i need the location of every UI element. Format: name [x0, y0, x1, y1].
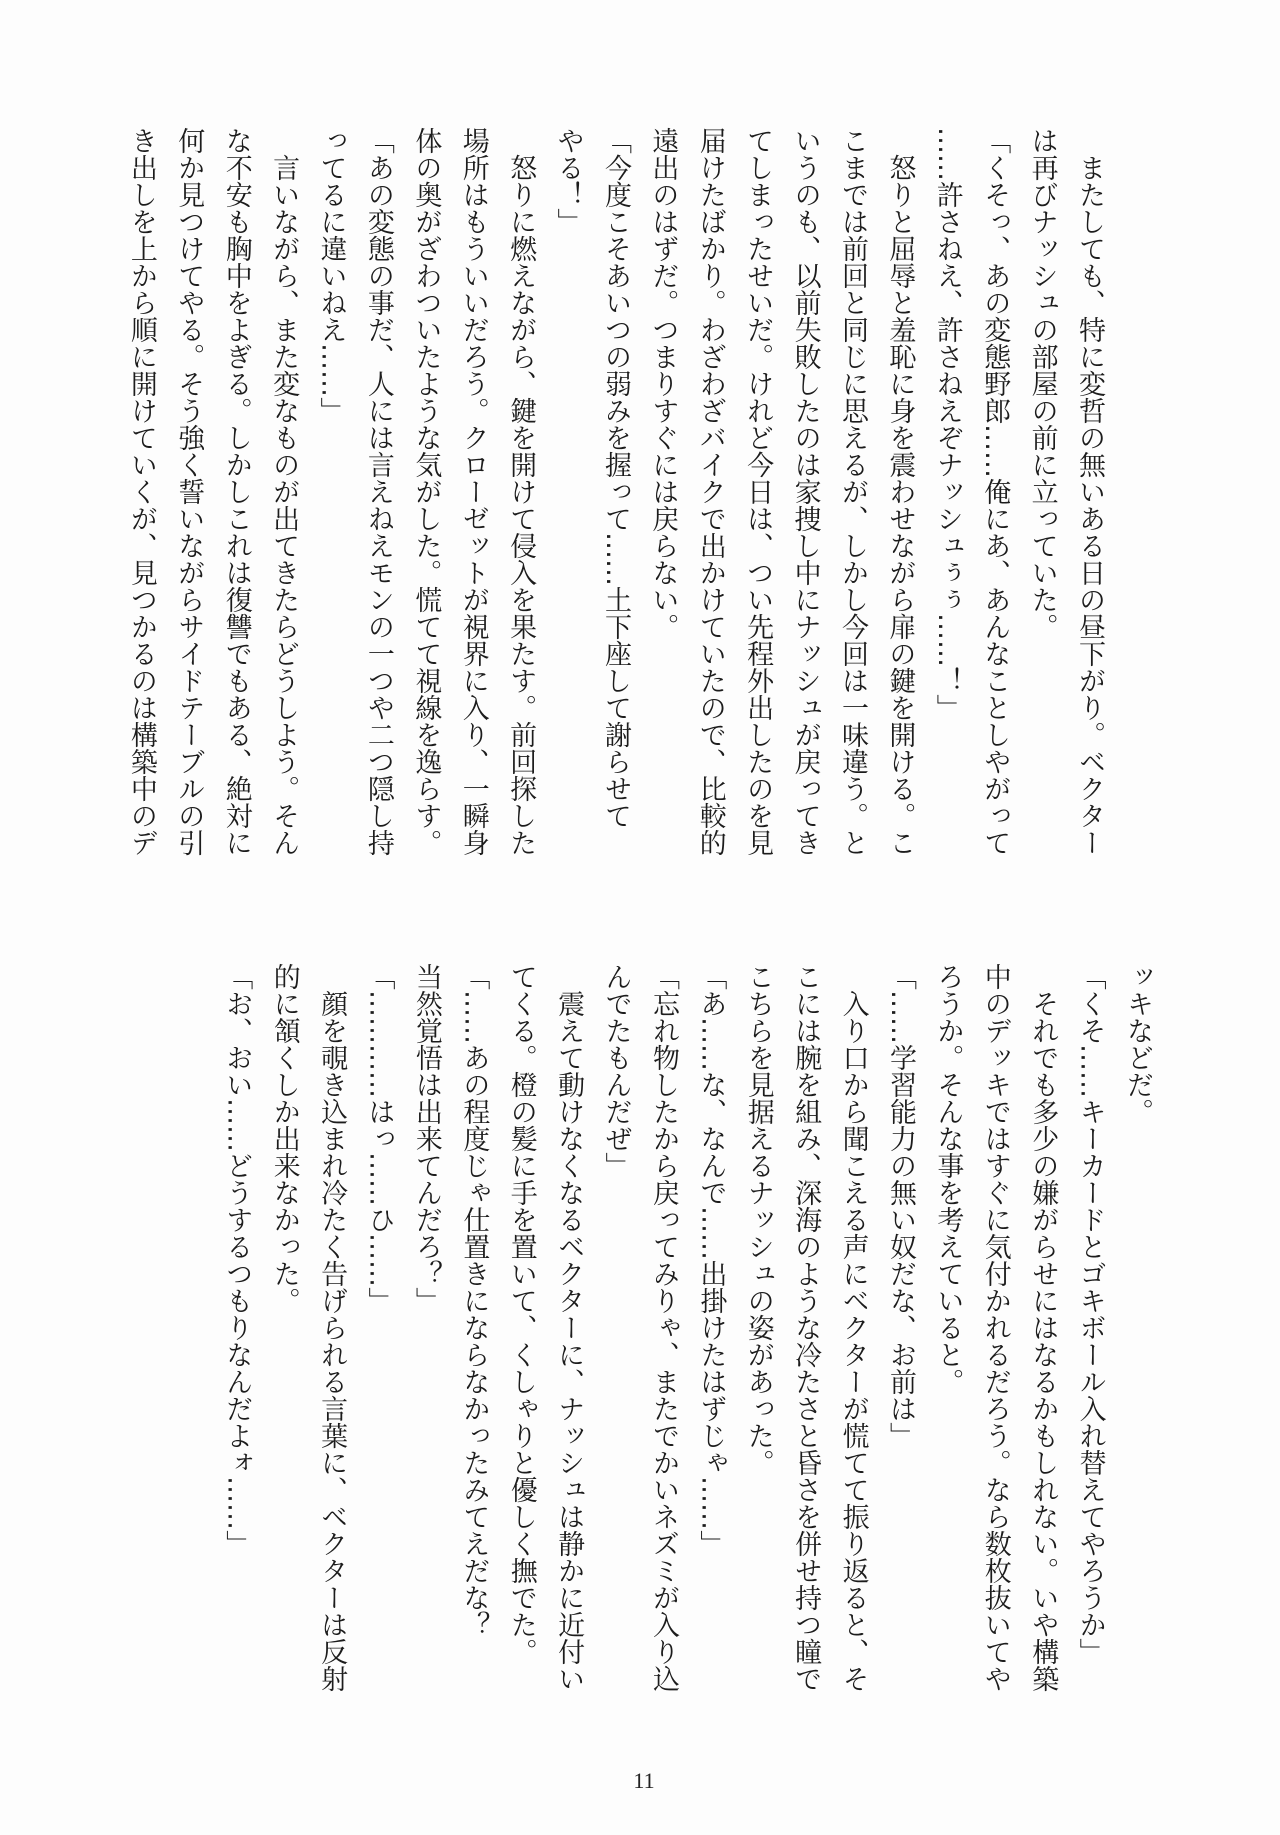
text-line: ッキなどだ。	[1122, 963, 1153, 1125]
text-line: 「……あの程度じゃ仕置きにならなかったみてえだな？	[458, 963, 490, 1638]
upper-text-block	[117, 127, 1113, 856]
text-line: 当然覚悟は出来てんだろ？」	[410, 963, 442, 1314]
text-line: 「今度こそあいつの弱みを握って……土下座して謝らせて	[599, 127, 631, 829]
text-line: ……許さねえ、許さねえぞナッシュぅぅ……！」	[931, 127, 963, 721]
text-line: 届けたばかり。わざわざバイクで出かけていたので、比較的	[694, 127, 726, 856]
text-line: てしまったせいだ。けれど今日は、つい先程外出したのを見	[742, 127, 774, 856]
text-line: き出しを上から順に開けていくが、見つかるのは構築中のデ	[125, 127, 157, 856]
text-line: ってるに違いねえ……」	[315, 127, 347, 424]
text-line: てくる。橙の髪に手を置いて、くしゃりと優しく撫でた。	[505, 963, 537, 1665]
text-line: 中のデッキではすぐに気付かれるだろう。なら数枚抜いてや	[979, 963, 1011, 1692]
text-line: 顔を覗き込まれ冷たく告げられる言葉に、ベクターは反射	[316, 963, 348, 1692]
text-line: 怒りと屈辱と羞恥に身を震わせながら扉の鍵を開ける。こ	[884, 127, 916, 856]
text-line: またしても、特に変哲の無いある日の昼下がり。ベクター	[1074, 127, 1105, 856]
text-line: 「あの変態の事だ、人には言えねえモンの一つや二つ隠し持	[362, 127, 394, 856]
text-line: 体の奥がざわついたような気がした。慌てて視線を逸らす。	[410, 127, 442, 856]
text-line: 震えて動けなくなるベクターに、ナッシュは静かに近付い	[553, 963, 585, 1692]
text-line: こには腕を組み、深海のような冷たさと昏さを併せ持つ瞳で	[790, 963, 822, 1692]
text-line: こまでは前回と同じに思えるが、しかし今回は一味違う。と	[836, 127, 868, 856]
text-line: 的に頷くしか出来なかった。	[268, 963, 300, 1314]
text-line: 言いながら、また変なものが出てきたらどうしよう。そん	[268, 127, 300, 856]
text-line: 場所はもういいだろう。クローゼットが視界に入り、一瞬身	[457, 127, 489, 856]
text-line: 「……学習能力の無い奴だな、お前は」	[884, 963, 916, 1449]
text-line: それでも多少の嫌がらせにはなるかもしれない。いや構築	[1027, 963, 1059, 1692]
text-line: 「お、おい……どうするつもりなんだよォ……」	[221, 963, 253, 1557]
text-line: 「くそっ、あの変態野郎……俺にあ、あんなことしやがって	[979, 127, 1011, 856]
text-line: こちらを見据えるナッシュの姿があった。	[742, 963, 774, 1476]
text-line: 怒りに燃えながら、鍵を開けて侵入を果たす。前回探した	[505, 127, 537, 856]
text-line: 「忘れ物したから戻ってみりゃ、またでかいネズミが入り込	[647, 963, 679, 1692]
text-line: 入り口から聞こえる声にベクターが慌てて振り返ると、そ	[837, 963, 869, 1692]
text-line: 遠出のはずだ。つまりすぐには戻らない。	[647, 127, 679, 640]
text-line: な不安も胸中をよぎる。しかしこれは復讐でもある、絶対に	[220, 127, 252, 856]
text-line: は再びナッシュの部屋の前に立っていた。	[1026, 127, 1058, 640]
page-number: 11	[633, 1768, 655, 1793]
text-line: 「くそ……キーカードとゴキボール入れ替えてやろうか」	[1074, 963, 1106, 1665]
text-line: 「…………はっ……ひ……」	[363, 963, 395, 1314]
text-line: ろうか。そんな事を考えていると。	[932, 963, 964, 1395]
text-line: いうのも、以前失敗したのは家捜し中にナッシュが戻ってき	[789, 127, 821, 856]
lower-text-block	[213, 963, 1161, 1692]
text-line: やる！」	[552, 127, 584, 235]
text-line: 「あ……な、なんで……出掛けたはずじゃ……」	[695, 963, 727, 1557]
text-line: 何か見つけてやる。そう強く誓いながらサイドテーブルの引	[173, 127, 205, 856]
text-line: んでたもんだぜ」	[600, 963, 632, 1179]
